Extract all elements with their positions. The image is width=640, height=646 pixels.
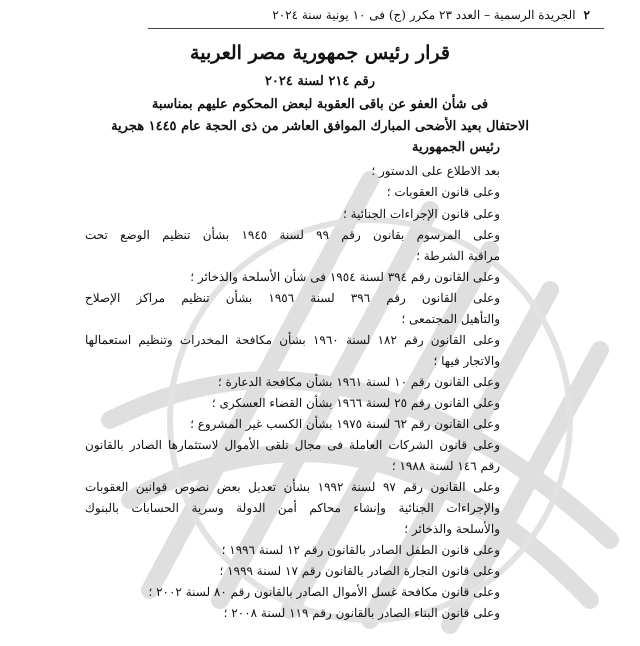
body-line: بعد الاطلاع على الدستور ؛ (371, 164, 500, 178)
gazette-header (150, 4, 590, 26)
decree-title: قرار رئيس جمهورية مصر العربية (190, 42, 450, 64)
body-line: وعلى القانون رقم ٣٩٦ لسنة ١٩٥٦ بشأن تنظيم مراكز الإصلاح (85, 291, 500, 305)
body-line: وعلى القانون رقم ١٠ لسنة ١٩٦١ بشأن مكافحة الدعارة ؛ (217, 375, 500, 389)
body-line: وعلى القانون رقم ١٨٢ لسنة ١٩٦٠ بشأن مكافحة المخدرات وتنظيم استعمالها (85, 333, 501, 347)
body-line: والأسلحة والذخائر ؛ (404, 522, 500, 536)
body-line: وعلى قانون البناء الصادر بالقانون رقم ١١٩ لسنة ٢٠٠٨ ؛ (223, 606, 500, 620)
body-line: والإجراءات الجنائية وإنشاء محاكم أمن الدولة وسرية الحسابات بالبنوك (85, 501, 500, 515)
body-line: وعلى المرسوم بقانون رقم ٩٩ لسنة ١٩٤٥ بشأن تنظيم الوضع تحت (85, 228, 501, 242)
body-line: وعلى القانون رقم ٢٥ لسنة ١٩٦٦ بشأن القضاء العسكرى ؛ (211, 396, 500, 410)
body-line: وعلى قانون مكافحة غسل الأموال الصادر بالقانون رقم ٨٠ لسنة ٢٠٠٢ ؛ (148, 585, 500, 599)
page-number: ٢ (583, 8, 590, 22)
body-line: والاتجار فيها ؛ (433, 354, 500, 368)
body-line: وعلى القانون رقم ٦٢ لسنة ١٩٧٥ بشأن الكسب غير المشروع ؛ (190, 417, 500, 431)
body-line: وعلى قانون الشركات العاملة فى مجال تلقى الأموال لاستثمارها الصادر بالقانون (85, 438, 500, 452)
body-line: وعلى القانون رقم ٩٧ لسنة ١٩٩٢ بشأن تعديل بعض نصوص قوانين العقوبات (85, 480, 501, 494)
body-line: وعلى قانون العقوبات ؛ (386, 185, 500, 199)
header-divider (148, 28, 604, 29)
president-heading: رئيس الجمهورية (412, 140, 500, 155)
body-line: مراقبة الشرطة ؛ (416, 249, 500, 263)
decree-subject-line-1: فى شأن العفو عن باقى العقوبة لبعض المحكوم عليهم بمناسبة (151, 97, 489, 112)
body-line: وعلى القانون رقم ٣٩٤ لسنة ١٩٥٤ فى شأن الأسلحة والذخائر ؛ (190, 270, 500, 284)
body-line: وعلى قانون التجارة الصادر بالقانون رقم ١٧ لسنة ١٩٩٩ ؛ (219, 564, 500, 578)
decree-number: رقم ٢١٤ لسنة ٢٠٢٤ (264, 74, 376, 89)
body-line: وعلى قانون الإجراءات الجنائية ؛ (343, 207, 500, 221)
decree-subject-line-2: الاحتفال بعيد الأضحى المبارك الموافق العاشر من ذى الحجة عام ١٤٤٥ هجرية (111, 119, 529, 134)
header-text: الجريدة الرسمية – العدد ٢٣ مكرر (ج) فى ١٠ يونية سنة ٢٠٢٤ (272, 8, 576, 22)
body-line: رقم ١٤٦ لسنة ١٩٨٨ ؛ (391, 459, 500, 473)
body-line: والتأهيل المجتمعى ؛ (401, 312, 500, 326)
body-line: وعلى قانون الطفل الصادر بالقانون رقم ١٢ لسنة ١٩٩٦ ؛ (221, 543, 500, 557)
